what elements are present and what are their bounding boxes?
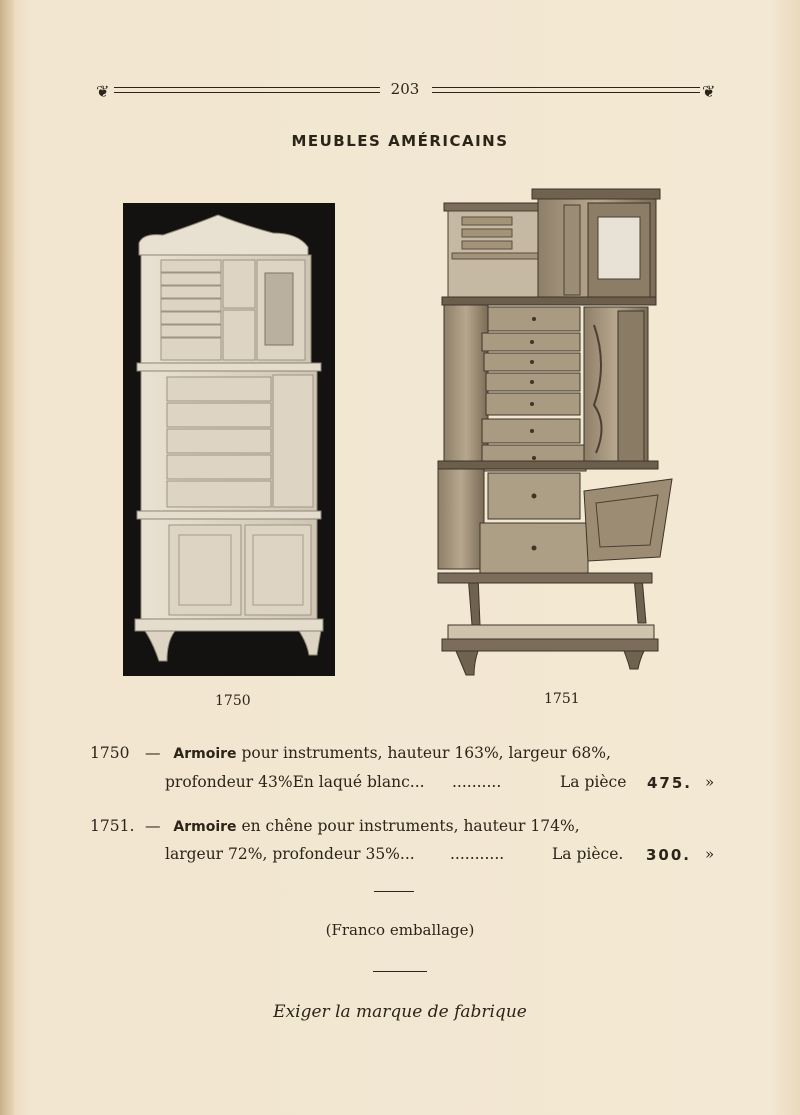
page-spine-shadow — [0, 0, 14, 1115]
entry-description: pour instruments, hauteur 163%, largeur 68%, — [241, 744, 611, 762]
figure-caption-1750: 1750 — [215, 693, 251, 709]
entry-number: 1750 — [90, 744, 130, 762]
header-rule-right — [432, 84, 700, 98]
entry-name: Armoire — [173, 819, 237, 835]
entry-1750-line2: profondeur 43%En laqué blanc... — [165, 773, 425, 791]
entry-1751-line1 — [90, 819, 580, 835]
section-title: MEUBLES AMÉRICAINS — [291, 132, 509, 150]
right-ornament-icon: ❦ — [702, 82, 716, 101]
entry-1750-leader: .......... — [452, 773, 502, 791]
cabinet-1751-photo — [428, 185, 678, 690]
entry-1751-line2: largeur 72%, profondeur 35%... — [165, 845, 415, 863]
entry-number: 1751. — [90, 817, 135, 835]
entry-description: en chêne pour instruments, hauteur 174%, — [241, 817, 580, 835]
left-ornament-icon: ❦ — [96, 82, 110, 101]
entry-dash: — — [144, 817, 161, 835]
cabinet-1750-photo — [123, 203, 335, 676]
franco-note: (Franco emballage) — [325, 921, 475, 939]
entry-1751-leader: ........... — [450, 845, 505, 863]
entry-1750-guillemet: » — [705, 773, 715, 791]
footer-trademark-note: Exiger la marque de fabrique — [273, 1002, 527, 1022]
figure-caption-1751: 1751 — [544, 691, 580, 707]
cabinet-1750-illustration — [123, 203, 335, 676]
entry-1750-line1 — [90, 746, 611, 762]
divider-rule — [373, 971, 427, 972]
entry-1751-price-label: La pièce. — [552, 845, 624, 863]
header-rule-left — [114, 84, 380, 98]
cabinet-1751-illustration — [428, 185, 678, 690]
page-number: 203 — [390, 80, 420, 98]
entry-1750-price: 475. — [647, 774, 693, 792]
divider-rule — [374, 891, 414, 892]
entry-1751-price: 300. — [646, 846, 692, 864]
entry-name: Armoire — [173, 746, 237, 762]
entry-1751-guillemet: » — [705, 845, 715, 863]
entry-dash: — — [144, 744, 161, 762]
entry-1750-price-label: La pièce — [560, 773, 627, 791]
